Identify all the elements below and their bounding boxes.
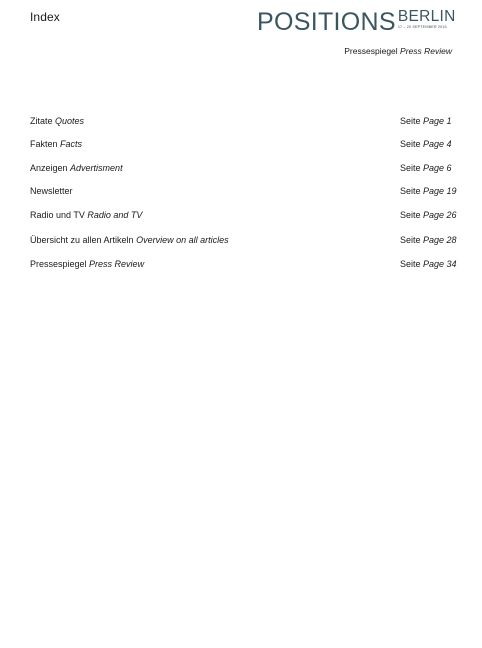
- toc-row[interactable]: [30, 136, 452, 152]
- toc-label-de: Fakten: [30, 139, 58, 149]
- toc-label-en: Radio and TV: [87, 210, 143, 220]
- toc-row[interactable]: [30, 256, 457, 272]
- toc-row[interactable]: [30, 232, 457, 248]
- toc-page-de: Seite: [400, 235, 421, 245]
- toc-label: [30, 116, 84, 126]
- toc-row[interactable]: [30, 183, 457, 199]
- toc-label: [30, 163, 123, 173]
- toc-page-en: Page 4: [423, 139, 452, 149]
- toc-page-de: Seite: [400, 116, 421, 126]
- toc-page-en: Page 34: [423, 259, 457, 269]
- toc-label-de: Zitate: [30, 116, 53, 126]
- toc-label-en: Quotes: [55, 116, 85, 126]
- toc-page-ref: [400, 210, 457, 220]
- toc-label: [30, 139, 82, 149]
- document-subtitle: [344, 46, 452, 56]
- page-title: Index: [30, 10, 60, 24]
- toc-page-ref: [400, 163, 452, 173]
- toc-page-ref: [400, 116, 452, 126]
- toc-page-de: Seite: [400, 139, 421, 149]
- toc-label-en: Facts: [60, 139, 83, 149]
- toc-label-en: Press Review: [89, 259, 145, 269]
- toc-label-de: Übersicht zu allen Artikeln: [30, 235, 134, 245]
- toc-label: [30, 259, 144, 269]
- logo-city: BERLIN: [397, 8, 456, 25]
- toc-page-de: Seite: [400, 259, 421, 269]
- toc-label: [30, 235, 229, 245]
- toc-page-de: Seite: [400, 163, 421, 173]
- toc-label-en: Overview on all articles: [136, 235, 229, 245]
- toc-page-ref: [400, 259, 457, 269]
- toc-page-ref: [400, 235, 457, 245]
- toc-page-de: Seite: [400, 210, 421, 220]
- toc-row[interactable]: [30, 113, 452, 129]
- logo-wordmark: POSITIONS: [257, 8, 396, 36]
- toc-page-en: Page 28: [423, 235, 457, 245]
- subtitle-en: Press Review: [400, 46, 452, 56]
- toc-page-en: Page 6: [423, 163, 452, 173]
- toc-label-en: Advertisment: [70, 163, 123, 173]
- toc-label: [30, 210, 142, 220]
- toc-page-en: Page 1: [423, 116, 452, 126]
- toc-page-en: Page 26: [423, 210, 457, 220]
- toc-page-ref: [400, 139, 452, 149]
- toc-row[interactable]: [30, 207, 457, 223]
- toc-page-en: Page 19: [423, 186, 457, 196]
- toc-label-de: Newsletter: [30, 186, 73, 196]
- logo-dates: 17 – 20 SEPTEMBER 2015: [397, 25, 447, 29]
- toc-label: [30, 186, 73, 196]
- toc-label-de: Pressespiegel: [30, 259, 87, 269]
- toc-page-ref: [400, 186, 457, 196]
- positions-berlin-logo: [257, 8, 456, 36]
- toc-label-de: Radio und TV: [30, 210, 85, 220]
- toc-page-de: Seite: [400, 186, 421, 196]
- toc-row[interactable]: [30, 160, 452, 176]
- logo-side: [398, 8, 456, 30]
- subtitle-de: Pressespiegel: [344, 46, 398, 56]
- toc-label-de: Anzeigen: [30, 163, 68, 173]
